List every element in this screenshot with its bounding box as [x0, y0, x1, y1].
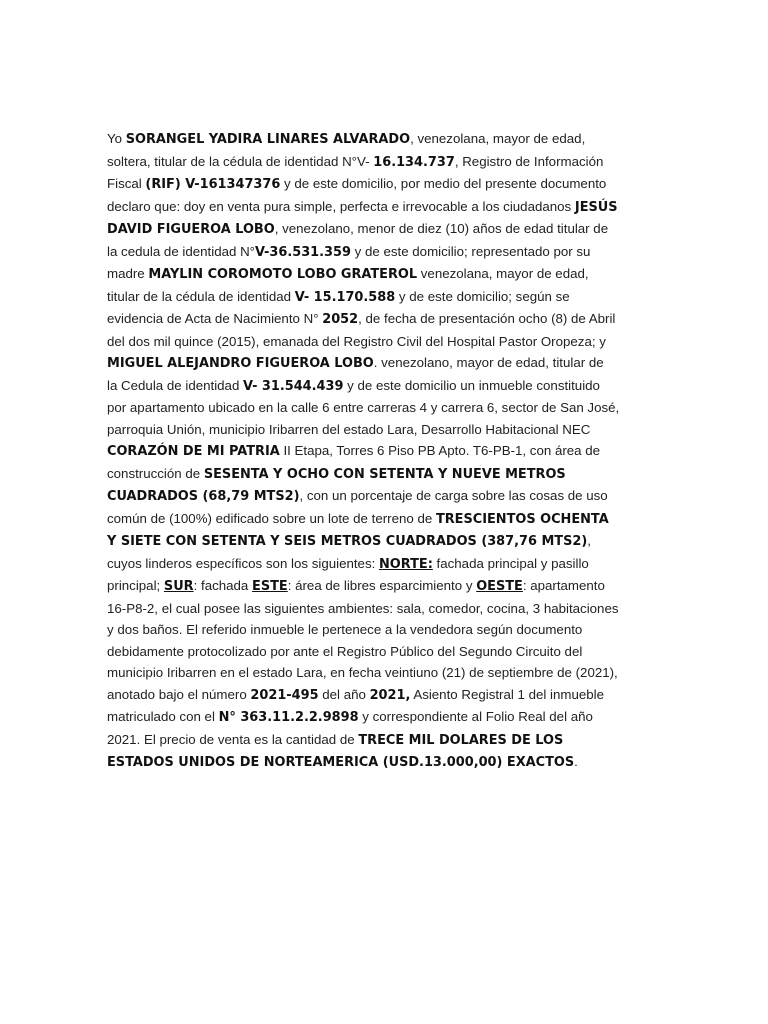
bold-text-segment: 2021,	[369, 687, 411, 703]
text-segment: , venezolano, menor de diez (10) años de edad titular de	[274, 221, 609, 236]
bold-text-segment: Y SIETE CON SETENTA Y SEIS METROS CUADRADOS (387,76 MTS2)	[107, 534, 588, 549]
text-line	[107, 644, 582, 659]
text-segment: la cedula de identidad N°	[107, 243, 255, 259]
text-line	[107, 709, 593, 724]
text-line	[107, 422, 590, 437]
text-line	[107, 311, 615, 326]
text-line	[107, 289, 570, 304]
text-line	[107, 355, 604, 370]
text-line	[107, 665, 618, 680]
text-segment: : área de libres esparcimiento y	[287, 578, 477, 593]
text-line	[107, 176, 606, 191]
text-segment: y correspondiente al Folio Real del año	[358, 709, 593, 724]
bold-text-segment: V- 31.544.439	[243, 378, 344, 394]
text-line	[107, 334, 606, 349]
text-line	[107, 400, 619, 415]
bold-text-segment: NORTE:	[379, 556, 433, 572]
text-line	[107, 266, 589, 281]
bold-text-segment: SORANGEL YADIRA LINARES ALVARADO	[125, 132, 411, 147]
text-line	[107, 378, 600, 393]
text-segment: la Cedula de identidad	[107, 377, 244, 393]
text-segment: municipio Iribarren en el estado Lara, en fecha veintiuno (21) de septiembre de (2021),	[107, 665, 618, 680]
text-segment: II Etapa, Torres 6 Piso PB Apto. T6-PB-1, con área de	[279, 443, 601, 458]
bold-text-segment: V-36.531.359	[255, 244, 351, 260]
text-line	[107, 533, 591, 548]
text-segment: ,	[587, 533, 591, 548]
bold-text-segment: (RIF) V-161347376	[145, 177, 281, 192]
text-line	[107, 601, 619, 616]
document-paragraph	[107, 128, 687, 774]
text-segment: debidamente protocolizado por ante el Registro Público del Segundo Circuito del	[107, 643, 583, 659]
text-line	[107, 244, 590, 259]
bold-text-segment: ESTE	[252, 579, 288, 594]
bold-text-segment: OESTE	[476, 579, 523, 594]
text-segment: matriculado con el	[107, 709, 219, 724]
text-segment: del dos mil quince (2015), emanada del Registro Civil del Hospital Pastor Oropeza; y	[107, 333, 606, 349]
bold-text-segment: MAYLIN COROMOTO LOBO GRATEROL	[148, 267, 418, 282]
text-segment: . venezolano, mayor de edad, titular de	[373, 355, 604, 370]
text-segment: Yo	[107, 131, 126, 146]
bold-text-segment: SESENTA Y OCHO CON SETENTA Y NUEVE METROS	[203, 466, 566, 482]
text-segment: por apartamento ubicado en la calle 6 entre carreras 4 y carrera 6, sector de San José,	[107, 400, 620, 415]
text-line	[107, 511, 609, 526]
text-segment: , con un porcentaje de carga sobre las cosas de uso	[299, 488, 608, 503]
text-segment: y de este domicilio; representado por su	[350, 243, 591, 259]
bold-text-segment: N° 363.11.2.2.9898	[218, 710, 359, 725]
bold-text-segment: MIGUEL ALEJANDRO FIGUEROA LOBO	[107, 356, 374, 371]
text-segment: 2021. El precio de venta es la cantidad de	[107, 731, 359, 747]
text-segment: construcción de	[107, 465, 204, 481]
bold-text-segment: TRECE MIL DOLARES DE LOS	[358, 732, 564, 748]
text-segment: titular de la cédula de identidad	[107, 288, 295, 304]
text-line	[107, 687, 604, 702]
text-segment: común de (100%) edificado sobre un lote de terreno de	[107, 510, 436, 526]
text-line	[107, 221, 608, 236]
bold-text-segment: JESÚS	[574, 199, 618, 215]
text-line	[107, 754, 578, 769]
text-segment: evidencia de Acta de Nacimiento N°	[107, 311, 323, 326]
bold-text-segment: TRESCIENTOS OCHENTA	[435, 511, 609, 527]
text-line	[107, 154, 603, 169]
text-segment: del año	[318, 686, 370, 702]
text-line	[107, 622, 582, 637]
bold-text-segment: 16.134.737	[373, 154, 455, 170]
text-segment: y de este domicilio, por medio del presente documento	[280, 176, 607, 191]
text-line	[107, 556, 589, 571]
text-segment: Fiscal	[107, 176, 146, 191]
bold-text-segment: V- 15.170.588	[294, 289, 396, 305]
text-segment: y de este domicilio un inmueble constituido	[343, 377, 600, 393]
bold-text-segment: CUADRADOS (68,79 MTS2)	[107, 489, 300, 504]
text-segment: y de este domicilio; según se	[395, 288, 570, 304]
text-segment: y dos baños. El referido inmueble le pertenece a la vendedora según documento	[107, 622, 583, 637]
bold-text-segment: CORAZÓN DE MI PATRIA	[107, 444, 280, 459]
text-segment: fachada principal y pasillo	[432, 555, 589, 571]
text-segment: , venezolana, mayor de edad,	[410, 131, 586, 146]
text-line	[107, 443, 600, 458]
text-line	[107, 488, 608, 503]
bold-text-segment: 2021-495	[250, 687, 319, 703]
text-segment: soltera, titular de la cédula de identidad N°V-	[107, 153, 374, 169]
text-line	[107, 131, 585, 146]
text-segment: declaro que: doy en venta pura simple, perfecta e irrevocable a los ciudadanos	[107, 198, 575, 214]
text-segment: Asiento Registral 1 del inmueble	[410, 686, 605, 702]
text-segment: venezolana, mayor de edad,	[417, 266, 589, 281]
text-segment: principal;	[107, 578, 164, 593]
text-segment: : fachada	[193, 578, 253, 593]
text-line	[107, 732, 563, 747]
text-segment: : apartamento	[522, 578, 605, 593]
bold-text-segment: 2052	[322, 312, 359, 327]
text-line	[107, 199, 618, 214]
bold-text-segment: ESTADOS UNIDOS DE NORTEAMERICA (USD.13.000,00) EXACTOS	[107, 755, 575, 770]
text-line	[107, 466, 566, 481]
text-segment: .	[574, 754, 578, 769]
text-segment: 16-P8-2, el cual posee las siguientes ambientes: sala, comedor, cocina, 3 habitaciones	[107, 600, 619, 616]
text-segment: madre	[107, 266, 149, 281]
text-line	[107, 578, 605, 593]
text-segment: anotado bajo el número	[107, 686, 251, 702]
text-segment: parroquia Unión, municipio Iribarren del estado Lara, Desarrollo Habitacional NEC	[107, 421, 591, 437]
bold-text-segment: DAVID FIGUEROA LOBO	[107, 222, 275, 237]
text-segment: cuyos linderos específicos son los siguientes:	[107, 555, 379, 571]
text-segment: , de fecha de presentación ocho (8) de Abril	[358, 311, 616, 326]
bold-text-segment: SUR	[163, 579, 194, 594]
text-segment: , Registro de Información	[454, 153, 604, 169]
